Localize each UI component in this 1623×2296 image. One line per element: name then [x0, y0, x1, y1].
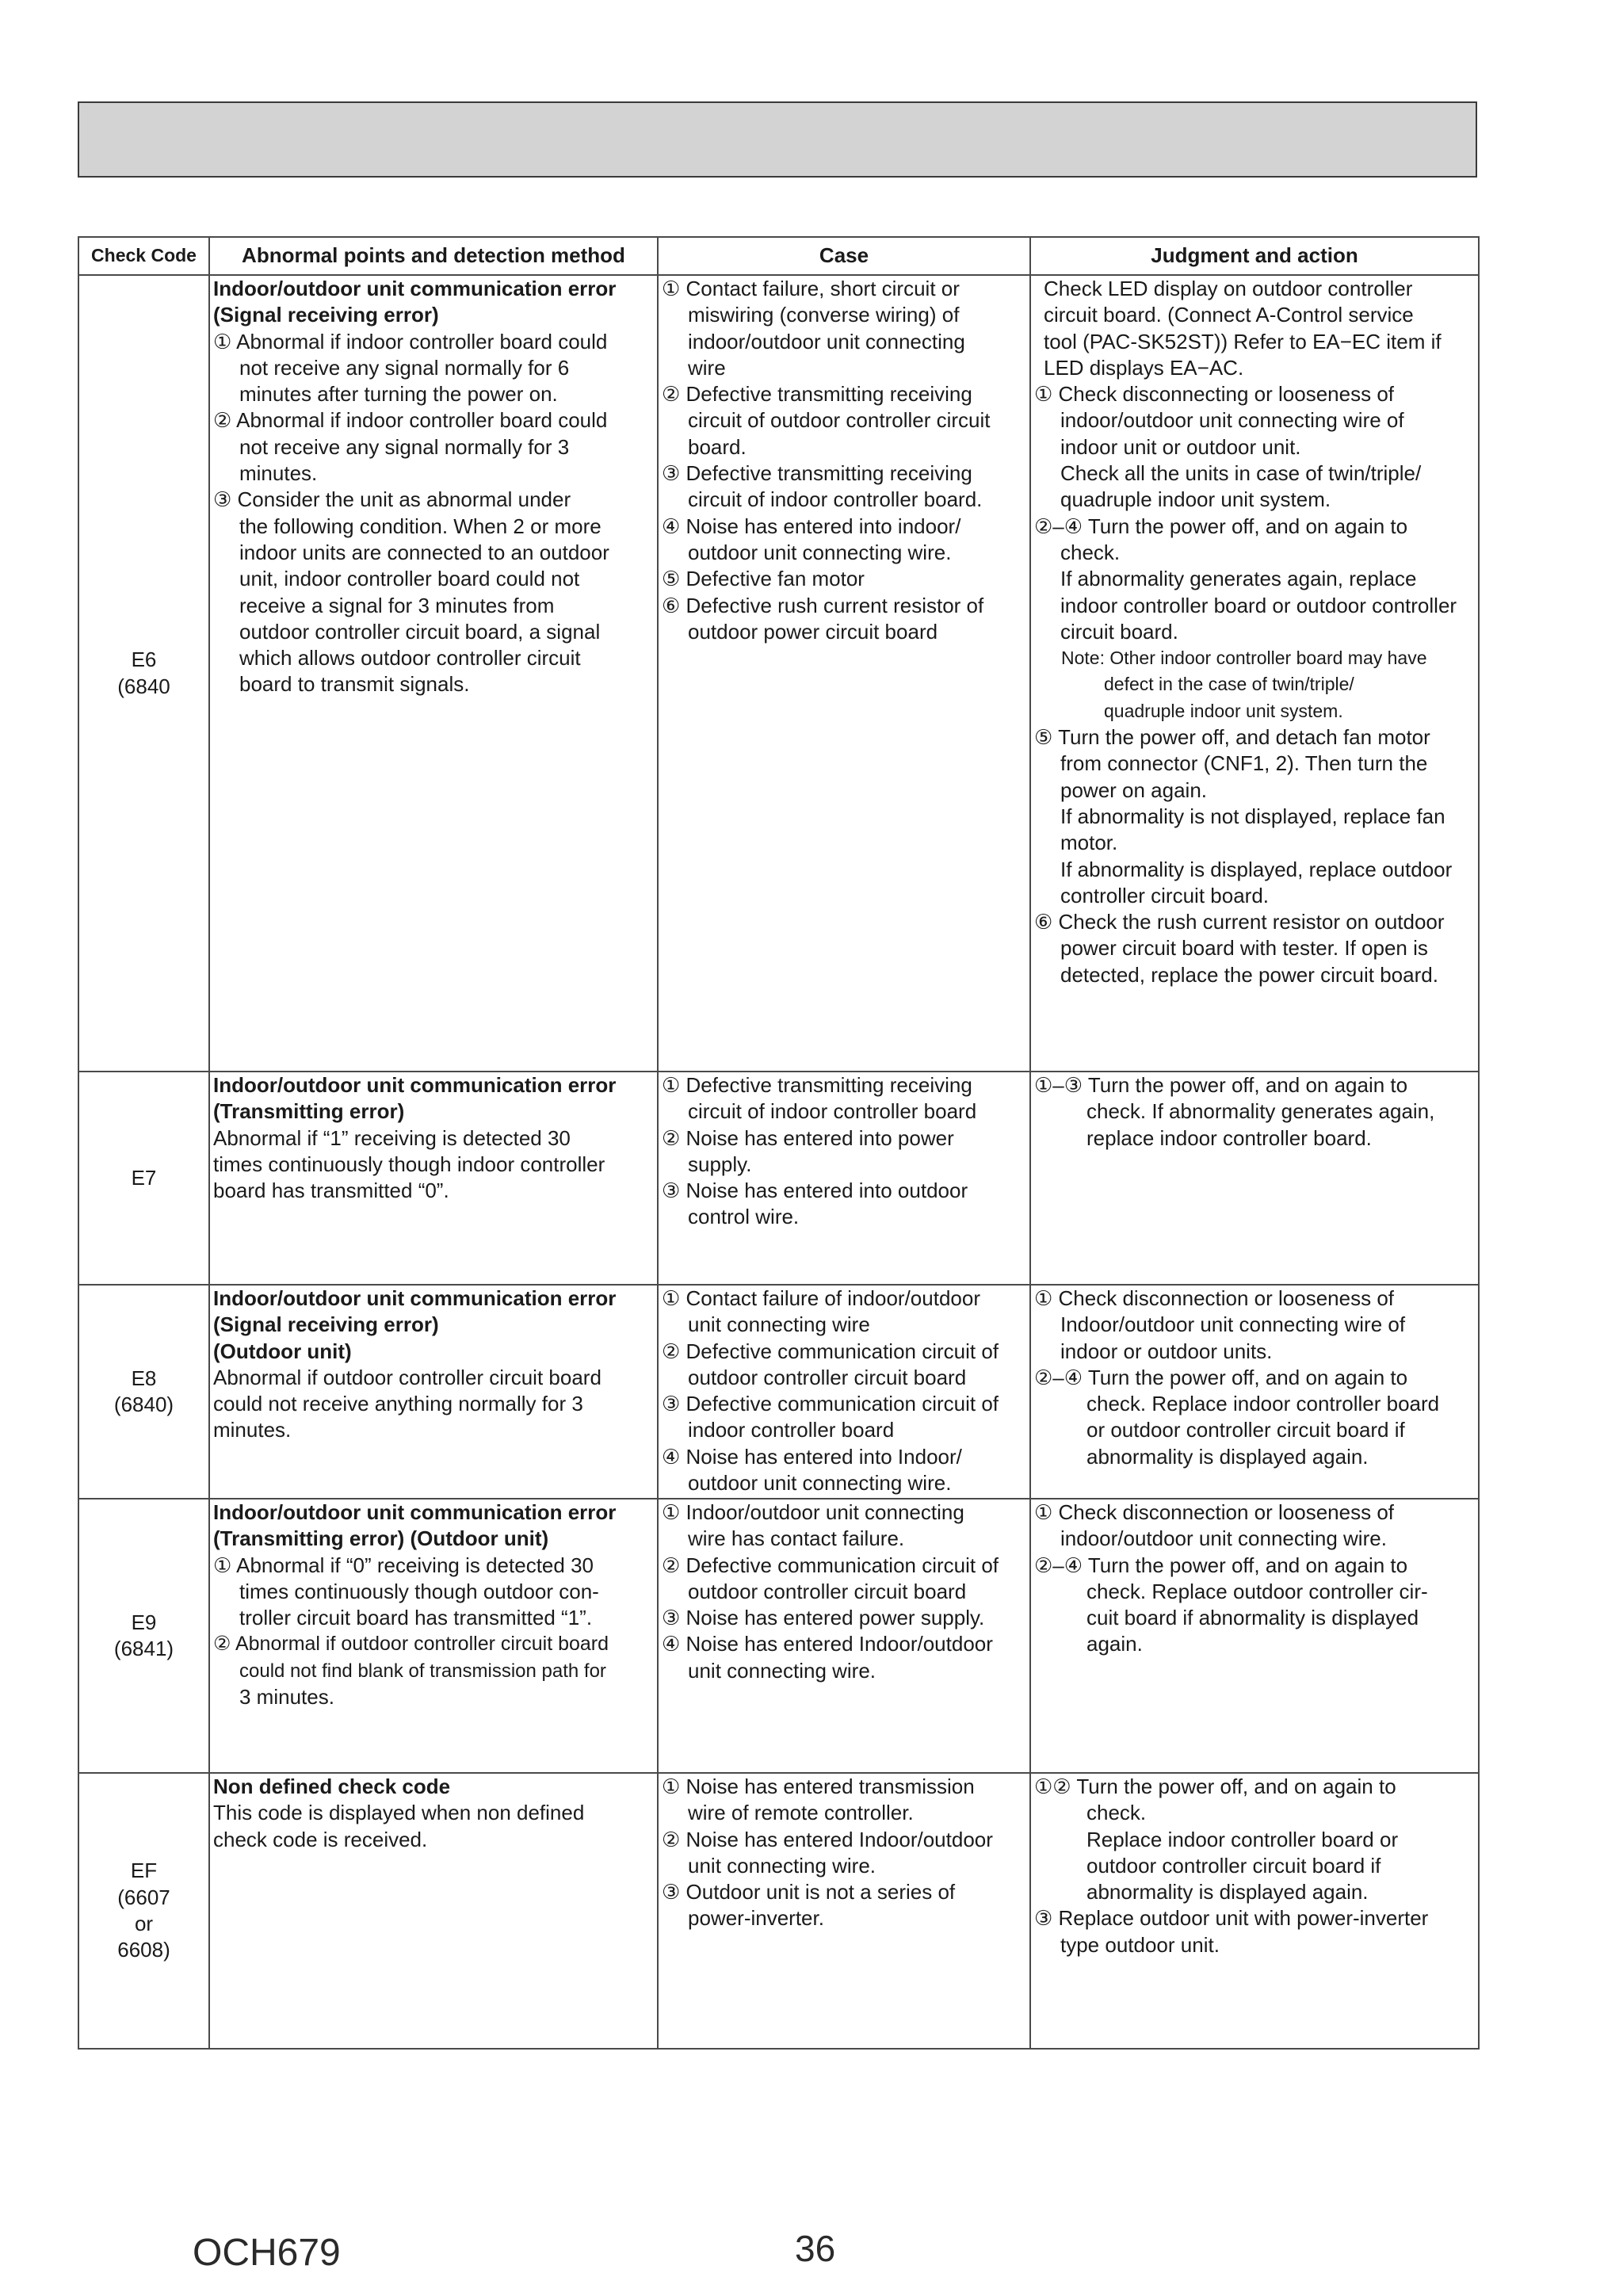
text-line: circuit of outdoor controller circuit — [688, 408, 991, 433]
page-number: 36 — [795, 2228, 836, 2269]
error-subtitle: (Transmitting error) — [213, 1099, 405, 1124]
text-line: indoor/outdoor unit connecting wire of — [1060, 408, 1404, 433]
table-row — [78, 275, 1479, 1072]
check-code-number-alt: 6608) — [117, 1938, 170, 1962]
judgment-cell — [1030, 1285, 1479, 1499]
text-line: ① Indoor/outdoor unit connecting — [662, 1500, 964, 1524]
text-line: ① Abnormal if indoor controller board could — [213, 329, 608, 353]
text-line: times continuously though indoor controller — [213, 1152, 605, 1176]
error-subtitle: (Signal receiving error) — [213, 1312, 439, 1337]
text-line: ② Abnormal if indoor controller board could — [213, 408, 608, 433]
text-line: unit, indoor controller board could not — [239, 567, 580, 591]
check-code-number: (6840 — [117, 674, 170, 698]
error-title: Indoor/outdoor unit communication error — [213, 277, 617, 300]
text-line: ① Contact failure, short circuit or — [662, 277, 960, 300]
section-header-band — [78, 101, 1477, 178]
table-row — [78, 1499, 1479, 1773]
text-line: receive a signal for 3 minutes from — [239, 593, 555, 617]
error-title: Indoor/outdoor unit communication error — [213, 1500, 617, 1524]
text-line: wire — [688, 355, 726, 380]
text-line: times continuously though outdoor con- — [239, 1579, 599, 1603]
judgment-cell — [1030, 1773, 1479, 2049]
text-line: Check all the units in case of twin/triple/ — [1060, 461, 1422, 486]
error-title: Indoor/outdoor unit communication error — [213, 1286, 617, 1310]
text-line: indoor unit or outdoor unit. — [1060, 434, 1301, 459]
text-line: unit connecting wire — [688, 1312, 870, 1337]
text-line: ④ Noise has entered into Indoor/ — [662, 1444, 962, 1469]
text-line: ⑥ Defective rush current resistor of — [662, 593, 984, 617]
check-code-number: (6607 — [117, 1885, 170, 1909]
text-line: check. If abnormality generates again, — [1086, 1099, 1435, 1124]
text-line: indoor controller board or outdoor controller — [1060, 593, 1457, 617]
abnormal-cell — [209, 275, 658, 1072]
text-line: ② Defective transmitting receiving — [662, 382, 972, 407]
check-code-or: or — [134, 1912, 154, 1935]
text-line: Replace indoor controller board or — [1086, 1827, 1399, 1851]
abnormal-cell — [209, 1072, 658, 1285]
text-line: ④ Noise has entered into indoor/ — [662, 514, 961, 538]
header-check-code: Check Code — [78, 237, 209, 275]
text-line: board to transmit signals. — [239, 672, 470, 697]
text-line: again. — [1086, 1632, 1143, 1656]
abnormal-cell — [209, 1285, 658, 1499]
text-line: not receive any signal normally for 3 — [239, 434, 570, 459]
text-line: power-inverter. — [688, 1906, 824, 1931]
text-line: indoor or outdoor units. — [1060, 1339, 1273, 1363]
text-line: circuit board. — [1060, 619, 1178, 644]
case-cell — [658, 1072, 1030, 1285]
text-line: unit connecting wire. — [688, 1658, 876, 1683]
text-line: ② Abnormal if outdoor controller circuit board — [213, 1633, 609, 1656]
text-line: controller circuit board. — [1060, 883, 1269, 907]
text-line: check code is received. — [213, 1827, 428, 1851]
text-line: ③ Consider the unit as abnormal under — [213, 487, 571, 512]
text-line: wire has contact failure. — [688, 1526, 905, 1551]
text-line: check. — [1086, 1801, 1147, 1825]
text-line: motor. — [1060, 831, 1118, 855]
text-line: indoor units are connected to an outdoor — [239, 540, 609, 564]
text-line: board. — [688, 434, 747, 459]
text-line: indoor/outdoor unit connecting — [688, 329, 965, 353]
text-line: tool (PAC-SK52ST)) Refer to EA−EC item if — [1044, 329, 1442, 353]
check-code: E7 — [131, 1165, 157, 1190]
text-line: which allows outdoor controller circuit — [239, 646, 581, 670]
text-line: circuit board. (Connect A-Control service — [1044, 303, 1414, 327]
check-code-cell — [78, 1285, 209, 1499]
text-line: 3 minutes. — [239, 1685, 334, 1710]
text-line: ① Noise has entered transmission — [662, 1775, 975, 1798]
text-line: outdoor controller circuit board — [688, 1579, 967, 1603]
abnormal-cell — [209, 1773, 658, 2049]
text-line: ③ Outdoor unit is not a series of — [662, 1880, 956, 1904]
text-line: ②–④ Turn the power off, and on again to — [1034, 1365, 1408, 1389]
check-code: E9 — [131, 1610, 157, 1634]
header-case: Case — [658, 237, 1030, 275]
text-line: or outdoor controller circuit board if — [1086, 1418, 1405, 1442]
header-judgment-action: Judgment and action — [1030, 237, 1479, 275]
error-title: Non defined check code — [213, 1775, 451, 1798]
text-line: board has transmitted “0”. — [213, 1179, 449, 1203]
text-line: Abnormal if “1” receiving is detected 30 — [213, 1125, 571, 1150]
text-line: ③ Defective communication circuit of — [662, 1392, 999, 1416]
text-line: ③ Noise has entered power supply. — [662, 1606, 985, 1630]
text-line: ③ Noise has entered into outdoor — [662, 1179, 968, 1203]
text-line: detected, replace the power circuit board. — [1060, 962, 1438, 987]
abnormal-cell — [209, 1499, 658, 1773]
text-line: Abnormal if outdoor controller circuit board — [213, 1365, 601, 1389]
text-line: This code is displayed when non defined — [213, 1801, 585, 1825]
judgment-cell — [1030, 1072, 1479, 1285]
error-subtitle: (Transmitting error) (Outdoor unit) — [213, 1526, 549, 1551]
text-line: not receive any signal normally for 6 — [239, 355, 570, 380]
text-line: control wire. — [688, 1205, 800, 1229]
table-row — [78, 1773, 1479, 2049]
text-line: the following condition. When 2 or more — [239, 514, 601, 538]
text-line: unit connecting wire. — [688, 1853, 876, 1878]
text-line: supply. — [688, 1152, 752, 1176]
text-line: ① Defective transmitting receiving — [662, 1073, 972, 1097]
text-line: ⑤ Defective fan motor — [662, 567, 865, 591]
text-line: abnormality is displayed again. — [1086, 1444, 1369, 1469]
text-line: wire of remote controller. — [688, 1801, 914, 1825]
error-subtitle: (Outdoor unit) — [213, 1339, 352, 1363]
text-line: ② Noise has entered into power — [662, 1125, 954, 1150]
text-line: minutes. — [239, 461, 318, 486]
case-cell — [658, 275, 1030, 1072]
text-line: ③ Replace outdoor unit with power-inverter — [1034, 1906, 1429, 1931]
check-code-cell — [78, 1773, 209, 2049]
text-line: troller circuit board has transmitted “1”. — [239, 1606, 593, 1630]
text-line: could not find blank of transmission path for — [239, 1660, 606, 1682]
text-line: minutes after turning the power on. — [239, 382, 558, 407]
text-line: If abnormality is not displayed, replace fan — [1060, 804, 1445, 828]
check-code: E6 — [131, 648, 157, 672]
text-line: ② Defective communication circuit of — [662, 1553, 999, 1577]
text-line: circuit of indoor controller board — [688, 1099, 977, 1124]
text-line: ② Defective communication circuit of — [662, 1339, 999, 1363]
text-line: check. Replace indoor controller board — [1086, 1392, 1440, 1416]
text-line: If abnormality generates again, replace — [1060, 567, 1417, 591]
check-code-cell — [78, 1072, 209, 1285]
text-line: indoor/outdoor unit connecting wire. — [1060, 1526, 1387, 1551]
text-line: ① Contact failure of indoor/outdoor — [662, 1286, 980, 1310]
text-line: outdoor controller circuit board, a signal — [239, 619, 601, 644]
text-line: indoor controller board — [688, 1418, 895, 1442]
text-line: miswiring (converse wiring) of — [688, 303, 960, 327]
text-line: cuit board if abnormality is displayed — [1086, 1606, 1419, 1630]
text-line: power on again. — [1060, 777, 1208, 802]
table-header-row — [78, 237, 1479, 275]
text-line: ① Abnormal if “0” receiving is detected 30 — [213, 1553, 594, 1577]
check-code: EF — [130, 1859, 158, 1883]
case-cell — [658, 1285, 1030, 1499]
text-line: ①–③ Turn the power off, and on again to — [1034, 1073, 1408, 1097]
text-line: ④ Noise has entered Indoor/outdoor — [662, 1632, 993, 1656]
text-line: abnormality is displayed again. — [1086, 1880, 1369, 1904]
text-line: Indoor/outdoor unit connecting wire of — [1060, 1312, 1406, 1337]
text-line: could not receive anything normally for 3 — [213, 1392, 583, 1416]
check-code-cell — [78, 275, 209, 1072]
error-subtitle: (Signal receiving error) — [213, 303, 439, 327]
check-code: E8 — [131, 1366, 157, 1390]
text-line: ⑥ Check the rush current resistor on outdoor — [1034, 910, 1445, 934]
text-line: Check LED display on outdoor controller — [1044, 277, 1413, 300]
text-line: ②–④ Turn the power off, and on again to — [1034, 1553, 1408, 1577]
text-line: type outdoor unit. — [1060, 1932, 1220, 1957]
text-line: outdoor unit connecting wire. — [688, 1471, 952, 1496]
text-line: check. — [1060, 540, 1121, 564]
text-line: If abnormality is displayed, replace outdoor — [1060, 857, 1453, 881]
text-line: outdoor unit connecting wire. — [688, 540, 952, 564]
error-title: Indoor/outdoor unit communication error — [213, 1073, 617, 1097]
text-line: ② Noise has entered Indoor/outdoor — [662, 1827, 993, 1851]
text-line: outdoor controller circuit board if — [1086, 1853, 1381, 1878]
text-line: ① Check disconnection or looseness of — [1034, 1286, 1394, 1310]
case-cell — [658, 1773, 1030, 2049]
table-row — [78, 1072, 1479, 1285]
text-line: from connector (CNF1, 2). Then turn the — [1060, 751, 1428, 776]
judgment-cell — [1030, 275, 1479, 1072]
check-code-cell — [78, 1499, 209, 1773]
check-code-number: (6841) — [113, 1637, 174, 1660]
note-line: defect in the case of twin/triple/ — [1104, 674, 1354, 695]
check-code-table — [78, 236, 1480, 2050]
text-line: ① Check disconnection or looseness of — [1034, 1500, 1394, 1524]
text-line: replace indoor controller board. — [1086, 1125, 1372, 1150]
text-line: power circuit board with tester. If open is — [1060, 936, 1428, 961]
note-line: quadruple indoor unit system. — [1104, 700, 1343, 721]
text-line: minutes. — [213, 1418, 292, 1442]
table-row — [78, 1285, 1479, 1499]
text-line: LED displays EA−AC. — [1044, 355, 1244, 380]
judgment-cell — [1030, 1499, 1479, 1773]
text-line: quadruple indoor unit system. — [1060, 487, 1331, 512]
text-line: circuit of indoor controller board. — [688, 487, 983, 512]
check-code-number: (6840) — [113, 1392, 174, 1416]
header-abnormal-points: Abnormal points and detection method — [209, 237, 658, 275]
text-line: check. Replace outdoor controller cir- — [1086, 1579, 1428, 1603]
text-line: ⑤ Turn the power off, and detach fan motor — [1034, 725, 1430, 750]
model-code: OCH679 — [193, 2232, 341, 2274]
note-line: Note: Other indoor controller board may have — [1061, 648, 1427, 669]
text-line: ②–④ Turn the power off, and on again to — [1034, 514, 1408, 538]
case-cell — [658, 1499, 1030, 1773]
text-line: outdoor power circuit board — [688, 619, 938, 644]
text-line: ① Check disconnecting or looseness of — [1034, 382, 1394, 407]
text-line: ③ Defective transmitting receiving — [662, 461, 972, 486]
text-line: ①② Turn the power off, and on again to — [1034, 1775, 1396, 1798]
text-line: outdoor controller circuit board — [688, 1365, 967, 1389]
